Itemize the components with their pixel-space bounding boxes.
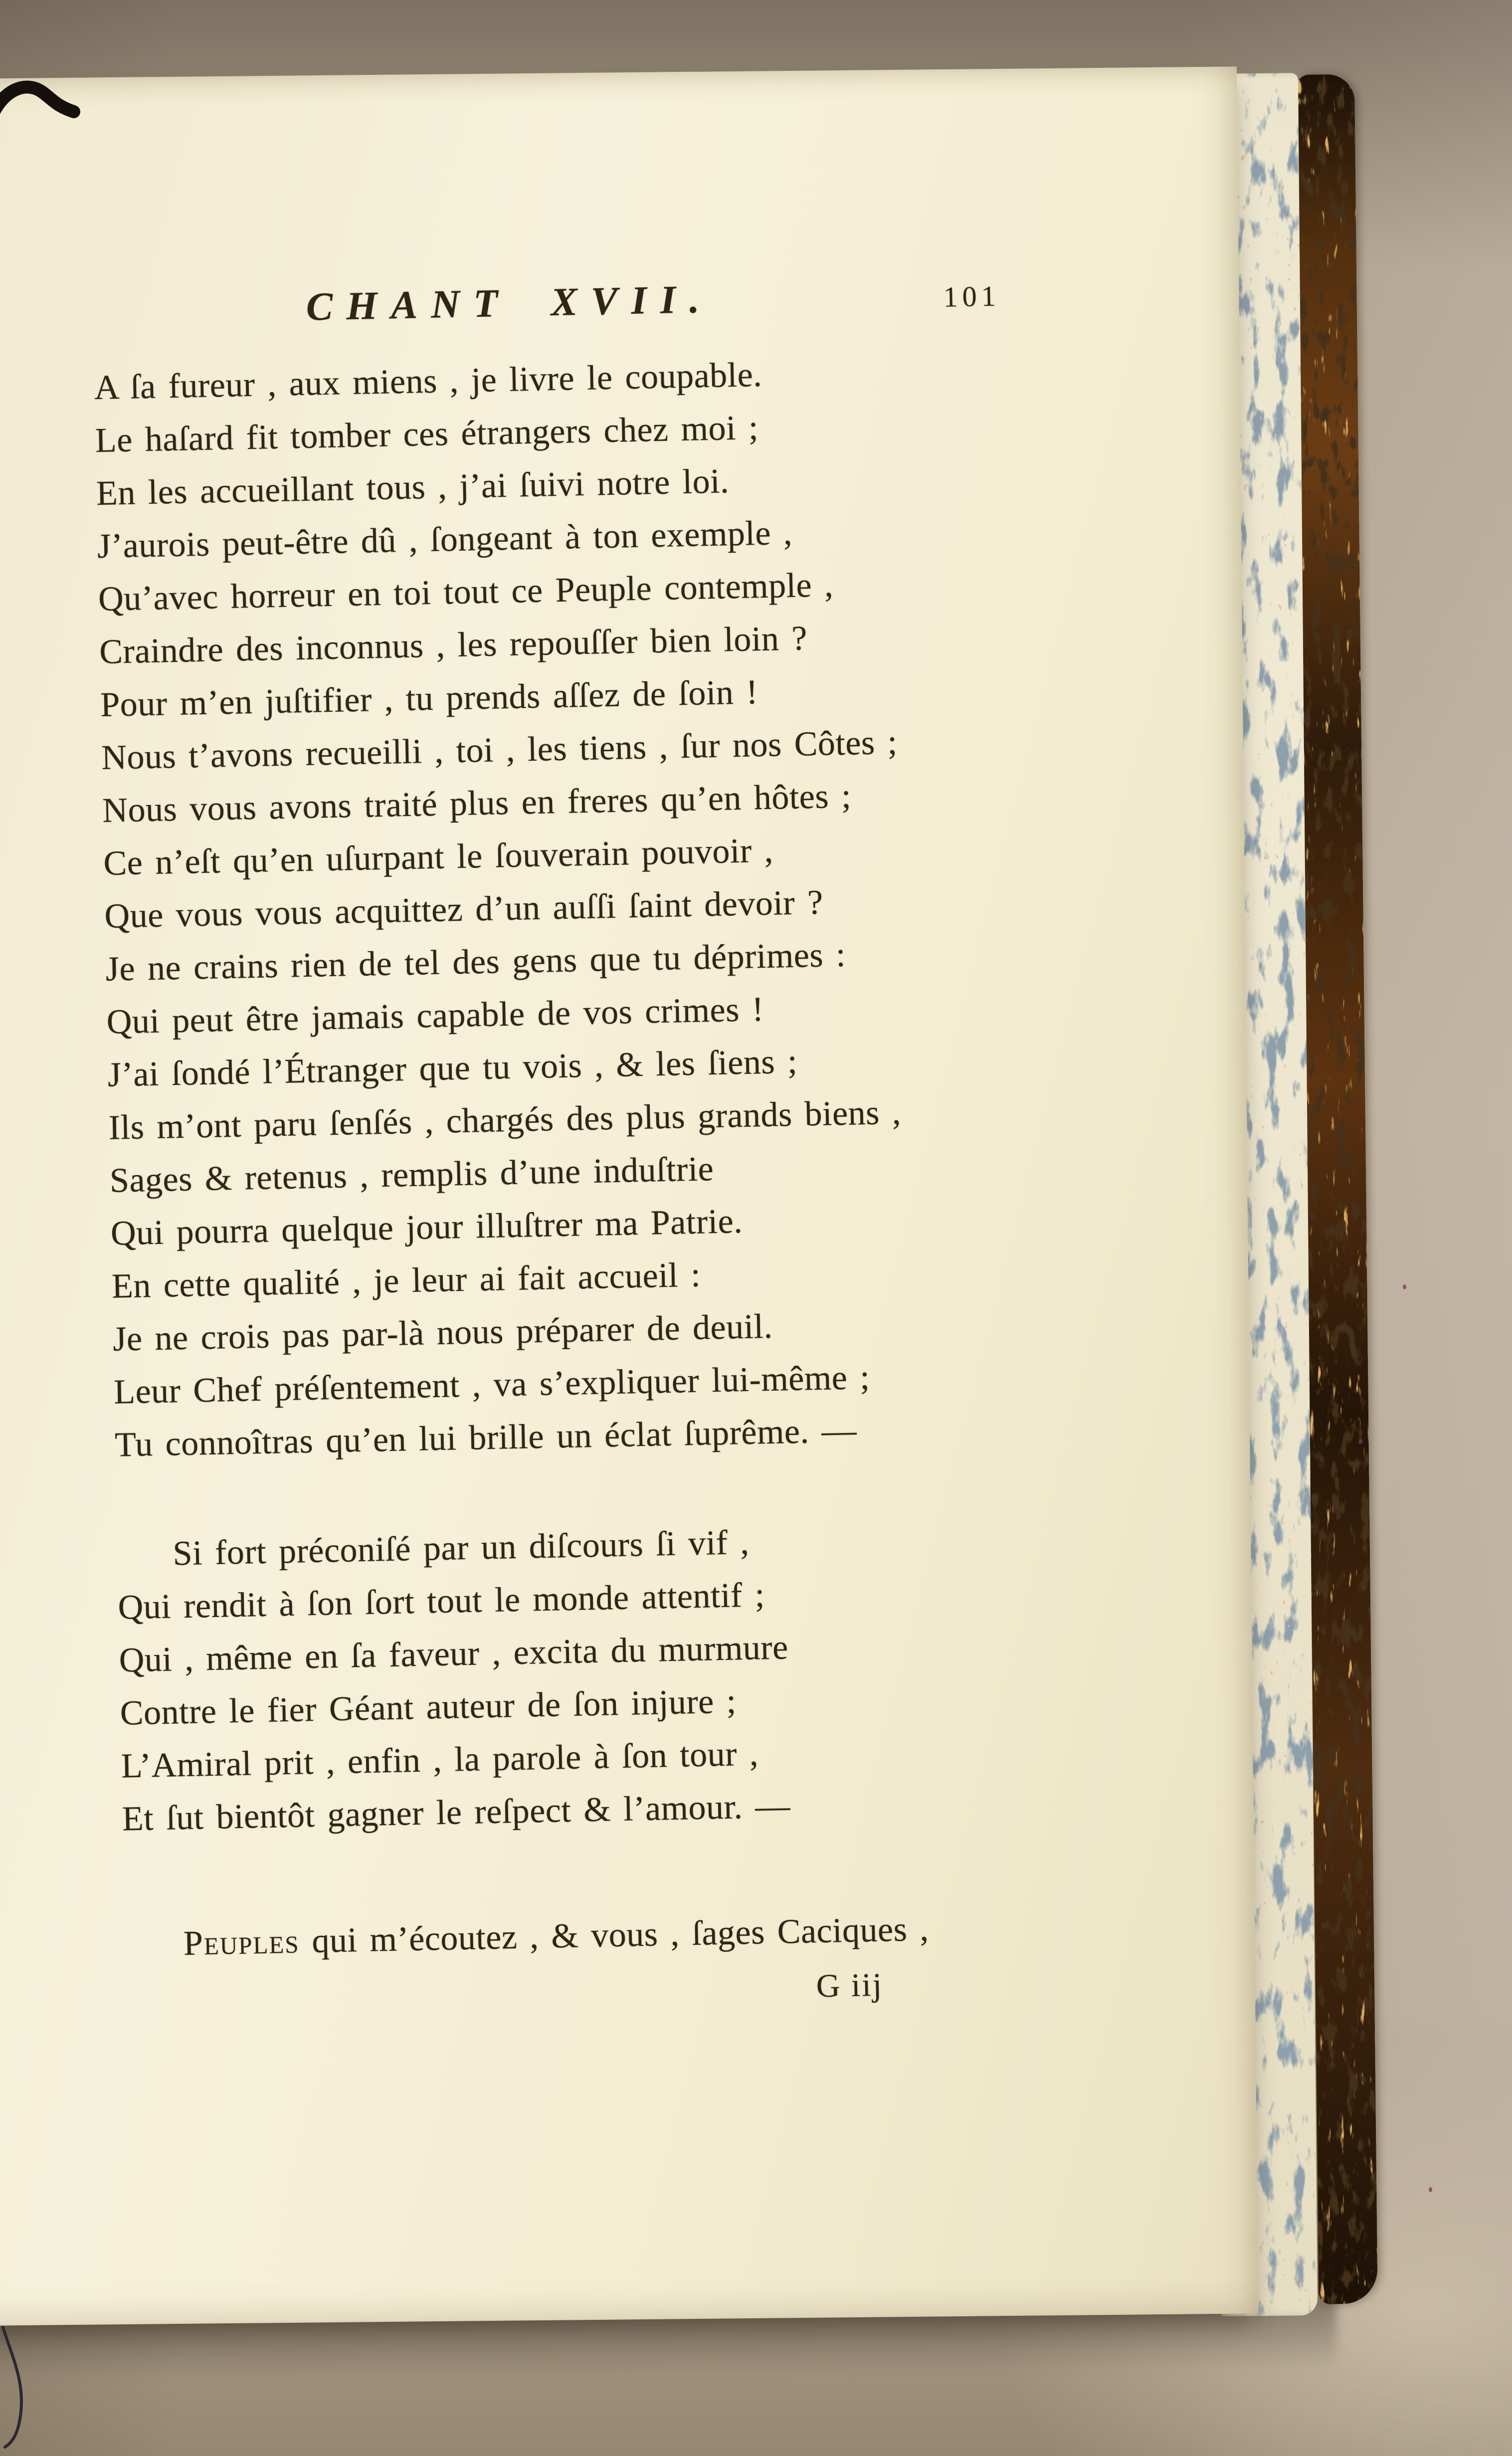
- verse-line: Je ne crains rien de tel des gens que tu déprimes :: [105, 935, 846, 989]
- verse-line: Je ne crois pas par-là nous préparer de deuil.: [112, 1307, 773, 1359]
- closing-lead-smallcaps: Peuples: [183, 1922, 300, 1963]
- verse-line: En les accueillant tous , j’ai ſuivi notre loi.: [96, 462, 730, 513]
- verse-line: Nous vous avons traité plus en freres qu’en hôtes ;: [102, 777, 852, 830]
- chant-title: CHANT XVII.: [305, 277, 714, 329]
- verse-line: J’ai ſondé l’Étranger que tu vois , & les ſiens ;: [107, 1042, 798, 1094]
- page-text-block: [92, 268, 1203, 2027]
- verse-line: Contre le fier Géant auteur de ſon injure ;: [120, 1682, 737, 1733]
- verse-line: Nous t’avons recueilli , toi , les tiens , ſur nos Côtes ;: [101, 723, 898, 777]
- verse-line: Le haſard fit tomber ces étrangers chez moi ;: [95, 409, 759, 460]
- verse-stanza-2: [117, 1507, 1200, 1845]
- verse-line: Si fort préconiſé par un diſcours ſi vif ,: [172, 1523, 750, 1573]
- verse-line: Tu connoîtras qu’en lui brille un éclat ſuprême. —: [114, 1411, 857, 1464]
- verse-line: A ſa fureur , aux miens , je livre le coupable.: [94, 355, 762, 408]
- verse-line: L’Amiral prit , enfin , la parole à ſon tour ,: [121, 1734, 759, 1786]
- verse-stanza-1: [94, 341, 1192, 1472]
- wire-mark: [0, 2324, 60, 2454]
- verse-line: En cette qualité , je leur ai fait accueil :: [111, 1255, 701, 1306]
- verse-line: Leur Chef préſentement , va s’expliquer lui-même ;: [113, 1358, 870, 1412]
- verse-line: Qui pourra quelque jour illuſtrer ma Patrie.: [110, 1202, 743, 1253]
- verse-line: Qui rendit à ſon ſort tout le monde attentif ;: [117, 1576, 765, 1627]
- verse-line: Pour m’en juſtifier , tu prends aſſez de ſoin !: [100, 673, 758, 725]
- signature-mark: G iij: [816, 1966, 884, 2005]
- dust-speck: [1403, 1284, 1406, 1289]
- verse-line: Ils m’ont paru ſenſés , chargés des plus grands biens ,: [108, 1093, 902, 1147]
- dust-speck: [1429, 2187, 1432, 2192]
- verse-line: Craindre des inconnus , les repouſſer bien loin ?: [99, 619, 808, 672]
- closing-rest: qui m’écoutez , & vous , ſages Caciques ,: [299, 1910, 930, 1961]
- page-number: 101: [943, 279, 1001, 313]
- verse-line: Que vous vous acquittez d’un auſſi ſaint devoir ?: [104, 883, 824, 936]
- verse-line: Qu’avec horreur en toi tout ce Peuple contemple ,: [98, 566, 834, 619]
- verse-line: Ce n’eſt qu’en uſurpant le ſouverain pouvoir ,: [103, 831, 774, 883]
- verse-line: Qui peut être jamais capable de vos crimes !: [106, 990, 764, 1041]
- verse-line: Qui , même en ſa faveur , excita du murmure: [119, 1628, 789, 1680]
- verse-line: J’aurois peut-être dû , ſongeant à ton exemple ,: [97, 513, 793, 566]
- clamp-mark: [0, 64, 90, 124]
- verse-line: Et ſut bientôt gagner le reſpect & l’amour. —: [122, 1787, 791, 1839]
- verse-line: Sages & retenus , remplis d’une induſtrie: [109, 1150, 714, 1200]
